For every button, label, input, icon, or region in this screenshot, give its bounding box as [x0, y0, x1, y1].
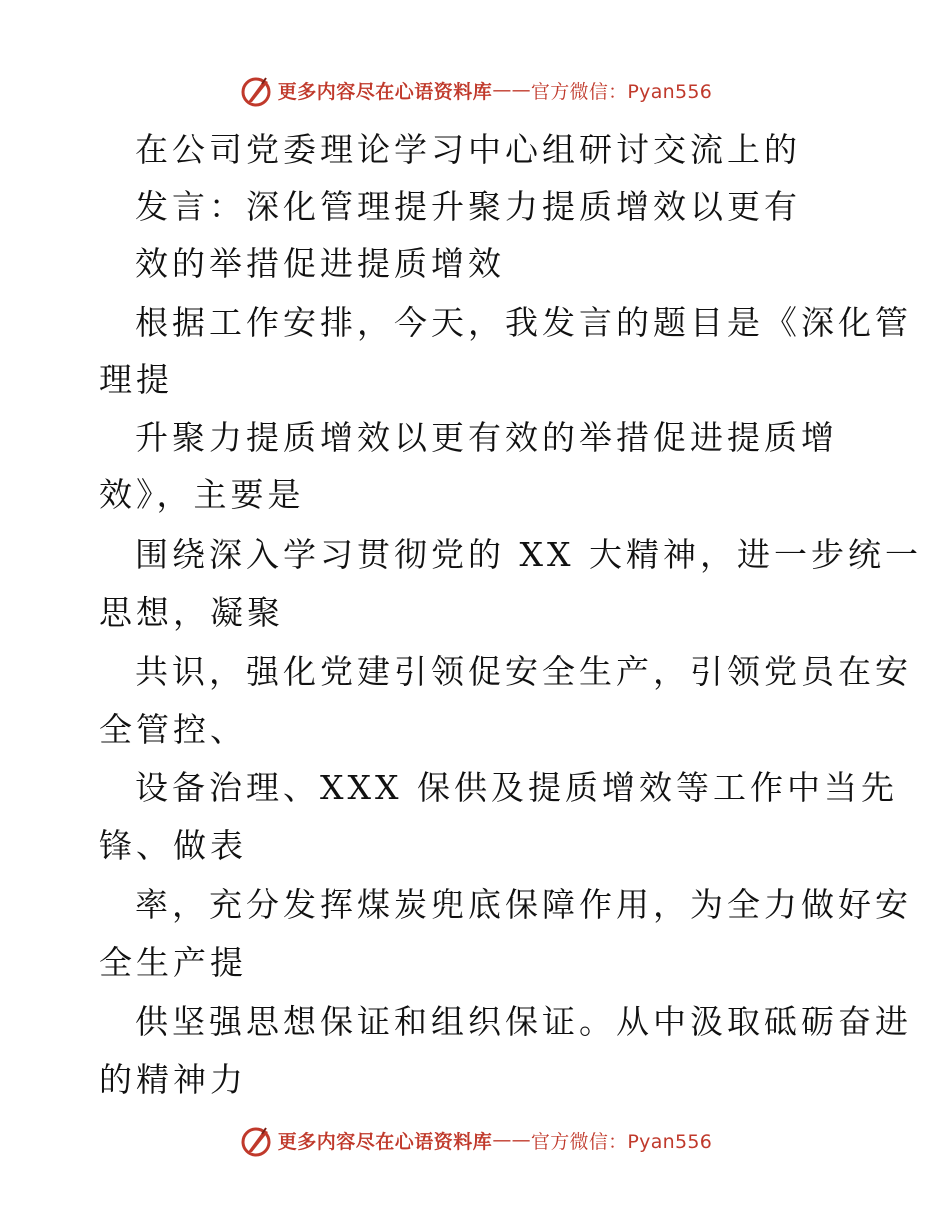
- watermark-text: 更多内容尽在心语资料库: [277, 1130, 493, 1153]
- title-line-3: 效的举措促进提质增效: [135, 244, 505, 283]
- watermark-separator: ——: [492, 1129, 531, 1151]
- paragraph-line: 效》，主要是: [99, 475, 305, 514]
- paragraph-line: 围绕深入学习贯彻党的 XX 大精神，进一步统一: [135, 535, 922, 574]
- paragraph-line: 理提: [99, 360, 173, 399]
- paragraph-line: 供坚强思想保证和组织保证。从中汲取砥砺奋进: [135, 1002, 912, 1041]
- paragraph-line: 率，充分发挥煤炭兜底保障作用，为全力做好安: [135, 885, 912, 924]
- feather-pen-logo-icon: [238, 72, 274, 108]
- paragraph-line: 的精神力: [99, 1060, 247, 1099]
- footer-watermark: [0, 1120, 950, 1160]
- watermark-contact: 官方微信：Pyan556: [530, 80, 713, 103]
- title-line-1: 在公司党委理论学习中心组研讨交流上的: [135, 130, 801, 169]
- paragraph-line: 全管控、: [99, 710, 247, 749]
- paragraph-line: 升聚力提质增效以更有效的举措促进提质增: [135, 418, 838, 457]
- feather-pen-logo-icon: [238, 1122, 274, 1158]
- title-line-2: 发言：深化管理提升聚力提质增效以更有: [135, 187, 801, 226]
- paragraph-line: 根据工作安排，今天，我发言的题目是《深化管: [135, 303, 912, 342]
- paragraph-line: 思想，凝聚: [99, 593, 284, 632]
- paragraph-line: 全生产提: [99, 943, 247, 982]
- paragraph-line: 锋、做表: [99, 826, 247, 865]
- watermark-text: 更多内容尽在心语资料库: [277, 80, 493, 103]
- watermark-contact: 官方微信：Pyan556: [530, 1130, 713, 1153]
- paragraph-line: 共识，强化党建引领促安全生产，引领党员在安: [135, 652, 912, 691]
- paragraph-line: 设备治理、XXX 保供及提质增效等工作中当先: [135, 768, 898, 807]
- watermark-separator: ——: [492, 79, 531, 101]
- header-watermark: [0, 70, 950, 110]
